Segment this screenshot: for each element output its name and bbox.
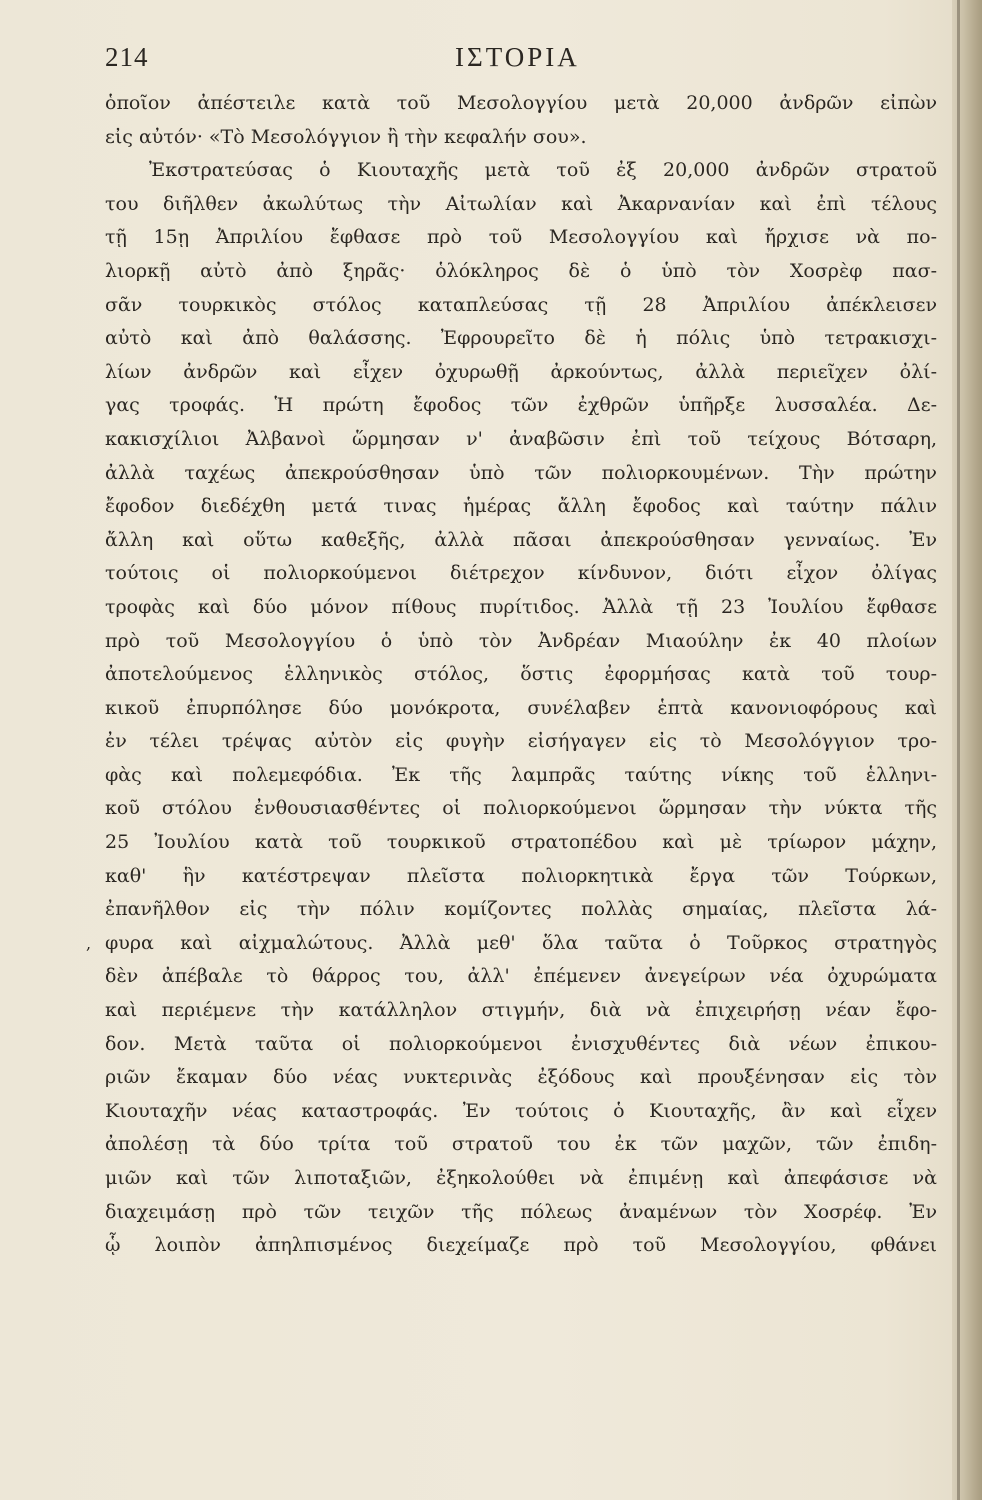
text-line: φὰς καὶ πολεμεφόδια. Ἐκ τῆς λαμπρᾶς ταύτης νίκης τοῦ ἑλληνι-	[105, 763, 937, 786]
text-line: ἐν τέλει τρέψας αὐτὸν εἰς φυγὴν εἰσήγαγεν εἰς τὸ Μεσολόγγιον τρο-	[105, 730, 937, 753]
text-line: κοῦ στόλου ἐνθουσιασθέντες οἱ πολιορκούμενοι ὥρμησαν τὴν νύκτα τῆς	[105, 797, 937, 820]
text-line: ὁποῖον ἀπέστειλε κατὰ τοῦ Μεσολογγίου μετὰ 20,000 ἀνδρῶν εἰπὼν	[105, 92, 937, 114]
text-line: τῇ 15ῃ Ἀπριλίου ἔφθασε πρὸ τοῦ Μεσολογγίου καὶ ἤρχισε νὰ πο-	[105, 226, 937, 249]
text-line: ᾧ λοιπὸν ἀπηλπισμένος διεχείμαζε πρὸ τοῦ Μεσολογγίου, φθάνει	[105, 1234, 937, 1257]
text-line: τροφὰς καὶ δύο μόνον πίθους πυρίτιδος. Ἀλλὰ τῇ 23 Ἰουλίου ἔφθασε	[105, 595, 937, 618]
text-line: γας τροφάς. Ἡ πρώτη ἔφοδος τῶν ἐχθρῶν ὑπῆρξε λυσσαλέα. Δε-	[105, 394, 937, 417]
text-line: δον. Μετὰ ταῦτα οἱ πολιορκούμενοι ἐνισχυθέντες διὰ νέων ἐπικου-	[105, 1032, 937, 1055]
text-line: ἀποτελούμενος ἑλληνικὸς στόλος, ὅστις ἐφορμήσας κατὰ τοῦ τουρ-	[105, 663, 937, 686]
text-line: καθ' ἣν κατέστρεψαν πλεῖστα πολιορκητικὰ ἔργα τῶν Τούρκων,	[105, 864, 937, 887]
text-line: Κιουταχῆν νέας καταστροφάς. Ἐν τούτοις ὁ Κιουταχῆς, ἂν καὶ εἶχεν	[105, 1099, 937, 1122]
text-line: ἀπολέσῃ τὰ δύο τρίτα τοῦ στρατοῦ του ἐκ τῶν μαχῶν, τῶν ἐπιδη-	[105, 1133, 937, 1156]
running-title: ΙΣΤΟΡΙΑ	[455, 42, 580, 72]
text-line: ἀλλὰ ταχέως ἀπεκρούσθησαν ὑπὸ τῶν πολιορκουμένων. Τὴν πρώτην	[105, 461, 937, 484]
text-line: πρὸ τοῦ Μεσολογγίου ὁ ὑπὸ τὸν Ἀνδρέαν Μιαούλην ἐκ 40 πλοίων	[105, 629, 937, 652]
margin-mark: ,	[86, 934, 92, 953]
text-line: κικοῦ ἐπυρπόλησε δύο μονόκροτα, συνέλαβεν ἑπτὰ κανονιοφόρους καὶ	[105, 696, 937, 719]
text-line: 25 Ἰουλίου κατὰ τοῦ τουρκικοῦ στρατοπέδου καὶ μὲ τρίωρον μάχην,	[105, 831, 937, 854]
text-line: ἔφοδον διεδέχθη μετά τινας ἡμέρας ἄλλη ἔφοδος καὶ ταύτην πάλιν	[105, 495, 937, 518]
text-line: ριῶν ἔκαμαν δύο νέας νυκτερινὰς ἐξόδους καὶ προυξένησαν εἰς τὸν	[105, 1066, 937, 1089]
text-line: τούτοις οἱ πολιορκούμενοι διέτρεχον κίνδυνον, διότι εἶχον ὀλίγας	[105, 562, 937, 585]
page-header	[105, 42, 937, 82]
text-line: αὐτὸ καὶ ἀπὸ θαλάσσης. Ἐφρουρεῖτο δὲ ἡ πόλις ὑπὸ τετρακισχι-	[105, 327, 937, 350]
text-line: του διῆλθεν ἀκωλύτως τὴν Αἰτωλίαν καὶ Ἀκαρνανίαν καὶ ἐπὶ τέλους	[105, 192, 937, 215]
text-line: λιορκῇ αὐτὸ ἀπὸ ξηρᾶς· ὁλόκληρος δὲ ὁ ὑπὸ τὸν Χοσρὲφ πασ-	[105, 259, 937, 282]
text-line: σᾶν τουρκικὸς στόλος καταπλεύσας τῇ 28 Ἀπριλίου ἀπέκλεισεν	[105, 293, 937, 316]
text-line: λίων ἀνδρῶν καὶ εἶχεν ὀχυρωθῇ ἀρκούντως, ἀλλὰ περιεῖχεν ὀλί-	[105, 360, 937, 383]
text-line: καὶ περιέμενε τὴν κατάλληλον στιγμήν, διὰ νὰ ἐπιχειρήσῃ νέαν ἔφο-	[105, 999, 937, 1022]
text-line: κακισχίλιοι Ἀλβανοὶ ὥρμησαν ν' ἀναβῶσιν ἐπὶ τοῦ τείχους Βότσαρη,	[105, 427, 937, 450]
body-text	[105, 87, 937, 1263]
text-line: μιῶν καὶ τῶν λιποταξιῶν, ἐξηκολούθει νὰ ἐπιμένῃ καὶ ἀπεφάσισε νὰ	[105, 1167, 937, 1189]
page-binding-line	[957, 0, 960, 1500]
text-line: δὲν ἀπέβαλε τὸ θάρρος του, ἀλλ' ἐπέμενεν ἀνεγείρων νέα ὀχυρώματα	[105, 965, 937, 988]
text-line: Ἐκστρατεύσας ὁ Κιουταχῆς μετὰ τοῦ ἐξ 20,000 ἀνδρῶν στρατοῦ	[149, 159, 937, 182]
text-line: εἰς αὐτόν· «Τὸ Μεσολόγγιον ἢ τὴν κεφαλήν σου».	[105, 125, 587, 148]
text-line: διαχειμάσῃ πρὸ τῶν τειχῶν τῆς πόλεως ἀναμένων τὸν Χοσρέφ. Ἐν	[105, 1200, 937, 1223]
text-line: φυρα καὶ αἰχμαλώτους. Ἀλλὰ μεθ' ὅλα ταῦτα ὁ Τοῦρκος στρατηγὸς	[105, 931, 937, 954]
text-line: ἐπανῆλθον εἰς τὴν πόλιν κομίζοντες πολλὰς σημαίας, πλεῖστα λά-	[105, 898, 937, 921]
text-line: ἄλλη καὶ οὕτω καθεξῆς, ἀλλὰ πᾶσαι ἀπεκρούσθησαν γενναίως. Ἐν	[105, 528, 937, 551]
page-number: 214	[105, 42, 149, 72]
